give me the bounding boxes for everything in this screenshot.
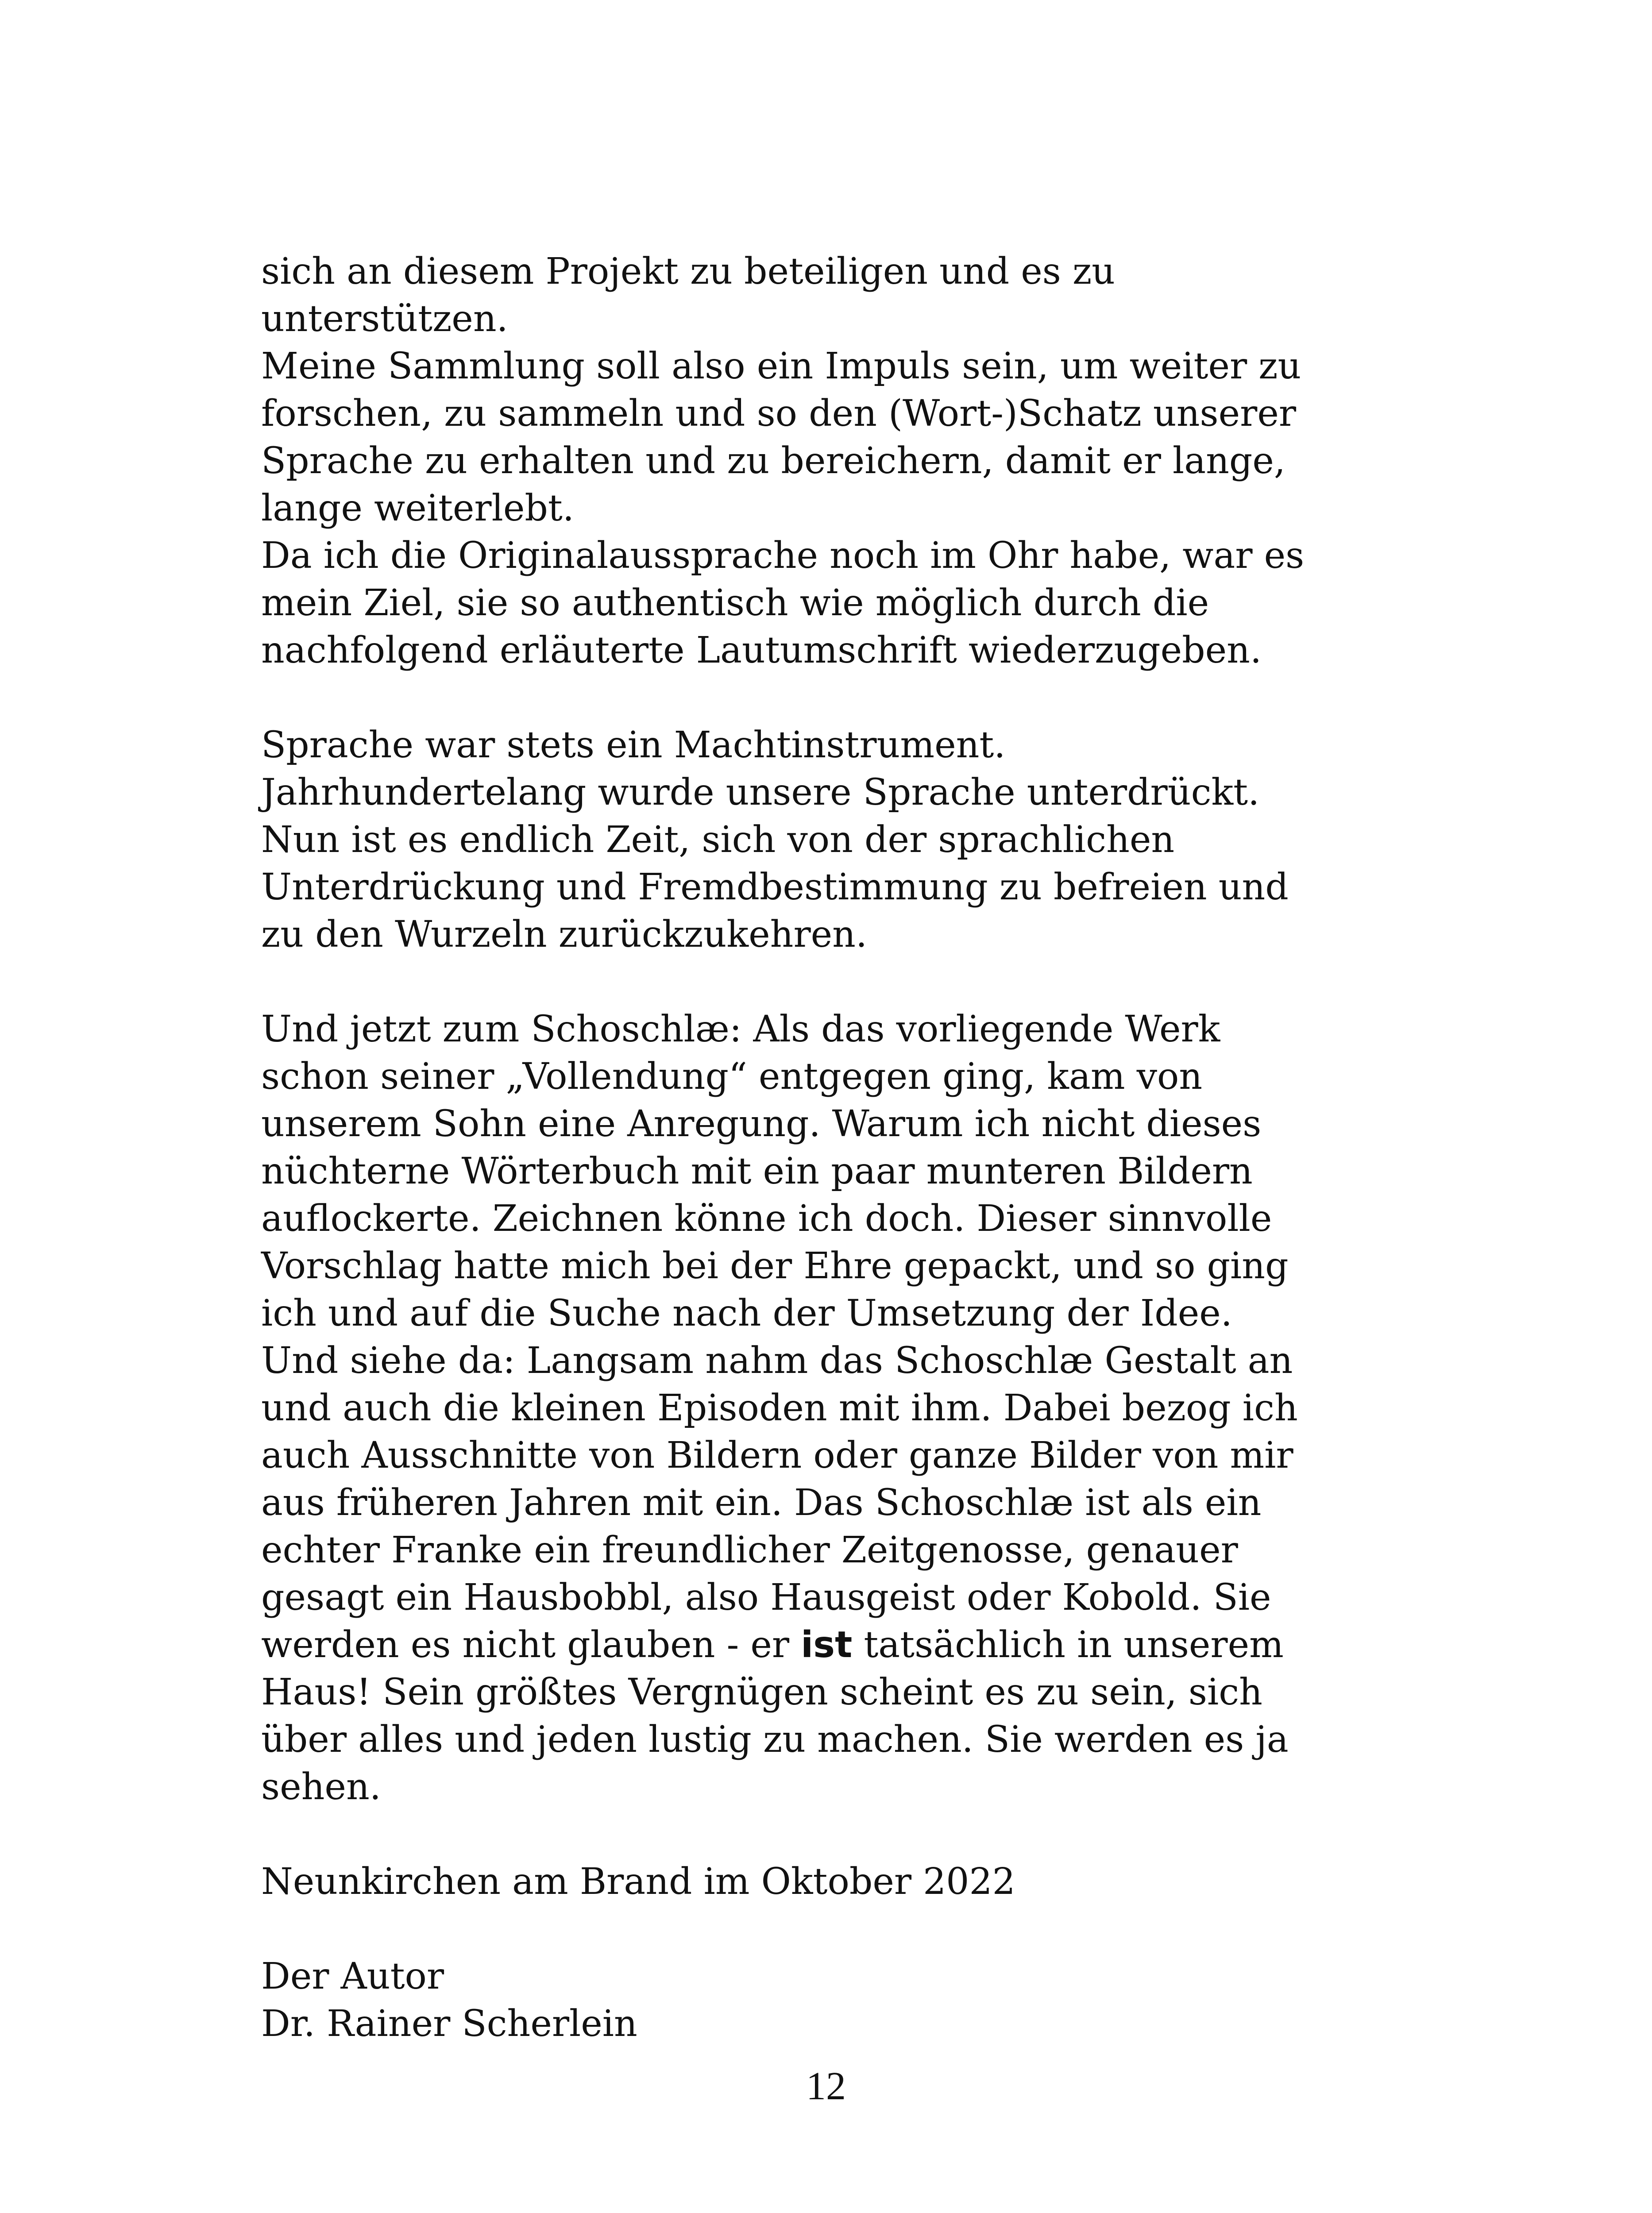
text-line: Und siehe da: Langsam nahm das Schoschlæ Gestalt an — [261, 1340, 1293, 1382]
text-line: Unterdrückung und Fremdbestimmung zu befreien und — [261, 866, 1289, 908]
emphasized-word: ist — [801, 1624, 853, 1666]
text-line: sich an diesem Projekt zu beteiligen und es zu — [261, 251, 1115, 293]
text-line: Sprache war stets ein Machtinstrument. — [261, 724, 1006, 766]
text-line: sehen. — [261, 1766, 381, 1808]
text-line: unterstützen. — [261, 298, 508, 340]
text-line: Vorschlag hatte mich bei der Ehre gepackt, und so ging — [261, 1245, 1289, 1287]
text-line: und auch die kleinen Episoden mit ihm. Dabei bezog ich — [261, 1387, 1298, 1429]
author-role: Der Autor — [261, 1955, 444, 1997]
text-line: aus früheren Jahren mit ein. Das Schoschlæ ist als ein — [261, 1482, 1262, 1524]
text-line: gesagt ein Hausbobbl, also Hausgeist oder Kobold. Sie — [261, 1577, 1271, 1619]
paragraph-spacer — [261, 674, 1439, 721]
author-name: Dr. Rainer Scherlein — [261, 2003, 637, 2045]
text-segment: werden es nicht glauben - er — [261, 1624, 801, 1666]
text-line-emphasis — [261, 1621, 1439, 1669]
place-date: Neunkirchen am Brand im Oktober 2022 — [261, 1861, 1015, 1903]
paragraph-intro — [261, 248, 1439, 674]
text-line: unserem Sohn eine Anregung. Warum ich nicht dieses — [261, 1103, 1262, 1145]
paragraph-language — [261, 721, 1439, 958]
text-line: schon seiner „Vollendung“ entgegen ging, kam von — [261, 1056, 1203, 1098]
text-line: ich und auf die Suche nach der Umsetzung der Idee. — [261, 1292, 1232, 1334]
text-line: Nun ist es endlich Zeit, sich von der sprachlichen — [261, 819, 1175, 861]
text-line: Da ich die Originalaussprache noch im Ohr habe, war es — [261, 535, 1305, 577]
text-segment: tatsächlich in unserem — [852, 1624, 1284, 1666]
text-line: Sprache zu erhalten und zu bereichern, damit er lange, — [261, 440, 1285, 482]
text-line: nachfolgend erläuterte Lautumschrift wiederzugeben. — [261, 629, 1262, 671]
paragraph-spacer — [261, 1811, 1439, 1858]
document-body — [261, 248, 1439, 2047]
text-line: Haus! Sein größtes Vergnügen scheint es zu sein, sich — [261, 1671, 1262, 1713]
text-line: nüchterne Wörterbuch mit ein paar munteren Bildern — [261, 1150, 1253, 1192]
text-line: Und jetzt zum Schoschlæ: Als das vorliegende Werk — [261, 1008, 1220, 1050]
signature-block — [261, 1953, 1439, 2047]
text-line: mein Ziel, sie so authentisch wie möglich durch die — [261, 582, 1209, 624]
text-line: echter Franke ein freundlicher Zeitgenosse, genauer — [261, 1529, 1238, 1571]
paragraph-schoschlae — [261, 1006, 1439, 1811]
paragraph-spacer — [261, 958, 1439, 1006]
text-line: auflockerte. Zeichnen könne ich doch. Dieser sinnvolle — [261, 1198, 1272, 1240]
paragraph-spacer — [261, 1905, 1439, 1953]
page-number: 12 — [806, 2064, 846, 2108]
text-line: lange weiterlebt. — [261, 487, 574, 529]
text-line: Meine Sammlung soll also ein Impuls sein, um weiter zu — [261, 345, 1301, 387]
text-line: zu den Wurzeln zurückzukehren. — [261, 914, 868, 956]
text-line: über alles und jeden lustig zu machen. Sie werden es ja — [261, 1719, 1289, 1761]
text-line: Jahrhundertelang wurde unsere Sprache unterdrückt. — [261, 771, 1260, 813]
text-line: forschen, zu sammeln und so den (Wort-)Schatz unserer — [261, 393, 1297, 435]
text-line: auch Ausschnitte von Bildern oder ganze Bilder von mir — [261, 1434, 1293, 1477]
